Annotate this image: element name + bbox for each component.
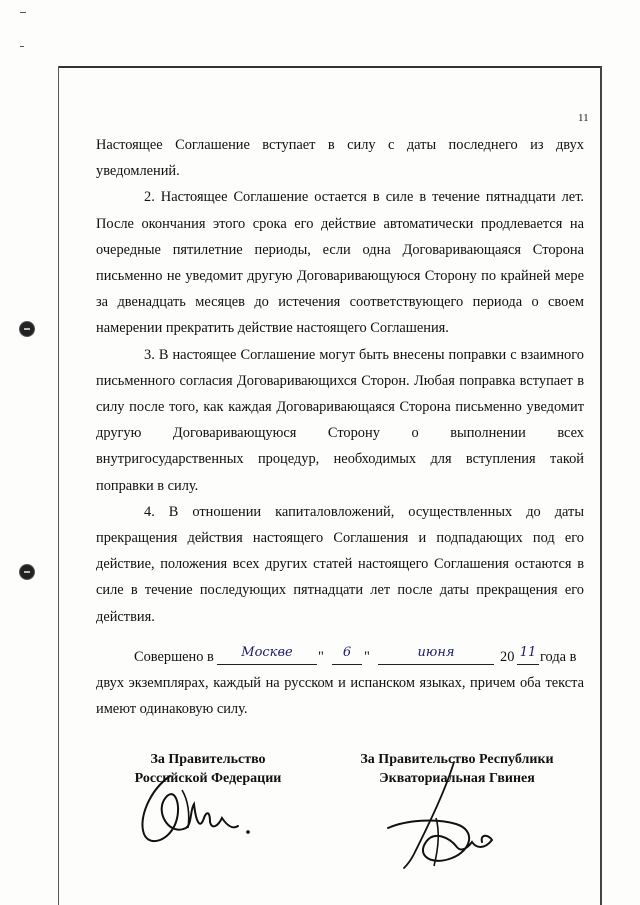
place-handwritten: Москве: [217, 644, 317, 665]
scan-speck: [20, 46, 24, 47]
quote-close: ": [364, 649, 370, 665]
paragraph-2: 2. Настоящее Соглашение остается в силе в течение пятнадцати лет. После окончания этого срока его действие автоматически продлевается на очередные пятилетние периоды, если одна Договаривающаяся Сторона письменно не уведомит другую Договаривающуюся Сторону по крайней мере за двенадцать месяцев до истечения соответствующего периода о своем намерении прекратить действие настоящего Соглашения.: [96, 189, 584, 337]
year-handwritten: 11: [517, 644, 539, 665]
punch-hole-icon: [20, 565, 34, 579]
completion-prefix: Совершено в: [134, 649, 214, 665]
day-handwritten: 6: [332, 644, 362, 665]
scan-border-top: [58, 66, 602, 68]
body-text: [96, 132, 584, 630]
punch-hole-icon: [20, 322, 34, 336]
scan-border-left: [58, 66, 59, 905]
signatory-left-line2: Российской Федерации: [134, 771, 282, 786]
completion-clause: [96, 644, 584, 722]
year-suffix: года в: [540, 649, 577, 665]
quote-open: ": [318, 649, 324, 665]
scan-border-right: [600, 66, 602, 905]
paragraph-1: Настоящее Соглашение вступает в силу с даты последнего из двух уведомлений.: [96, 137, 584, 180]
scan-speck: [20, 12, 26, 13]
signature-left-icon: [130, 770, 260, 850]
year-prefix: 20: [500, 649, 515, 665]
signature-right-icon: [376, 758, 516, 878]
completion-line: [96, 644, 584, 670]
paragraph-3: 3. В настоящее Соглашение могут быть внесены поправки с взаимного письменного согласия Договаривающихся Сторон. Любая поправка вступает в силу после того, как каждая Договаривающаяся Сторона письменно уведомит другую Договаривающуюся Сторону о выполнении всех внутригосударственных процедур, необходимых для вступления такой поправки в силу.: [96, 346, 584, 494]
signatory-right-line1: За Правительство Республики: [360, 752, 554, 767]
signatory-right-line2: Экваториальная Гвинея: [379, 771, 535, 786]
month-handwritten: июня: [378, 644, 494, 665]
paragraph-4: 4. В отношении капиталовложений, осуществленных до даты прекращения действия настоящего Соглашения и подпадающих под его действие, положения всех других статей настоящего Соглашения остаются в силе в течение последующих пятнадцати лет после даты прекращения его действия.: [96, 503, 584, 625]
signatory-left-line1: За Правительство: [150, 752, 266, 767]
completion-rest: двух экземплярах, каждый на русском и испанском языках, причем оба текста имеют одинаковую силу.: [96, 675, 584, 718]
page-number: 11: [578, 112, 589, 124]
